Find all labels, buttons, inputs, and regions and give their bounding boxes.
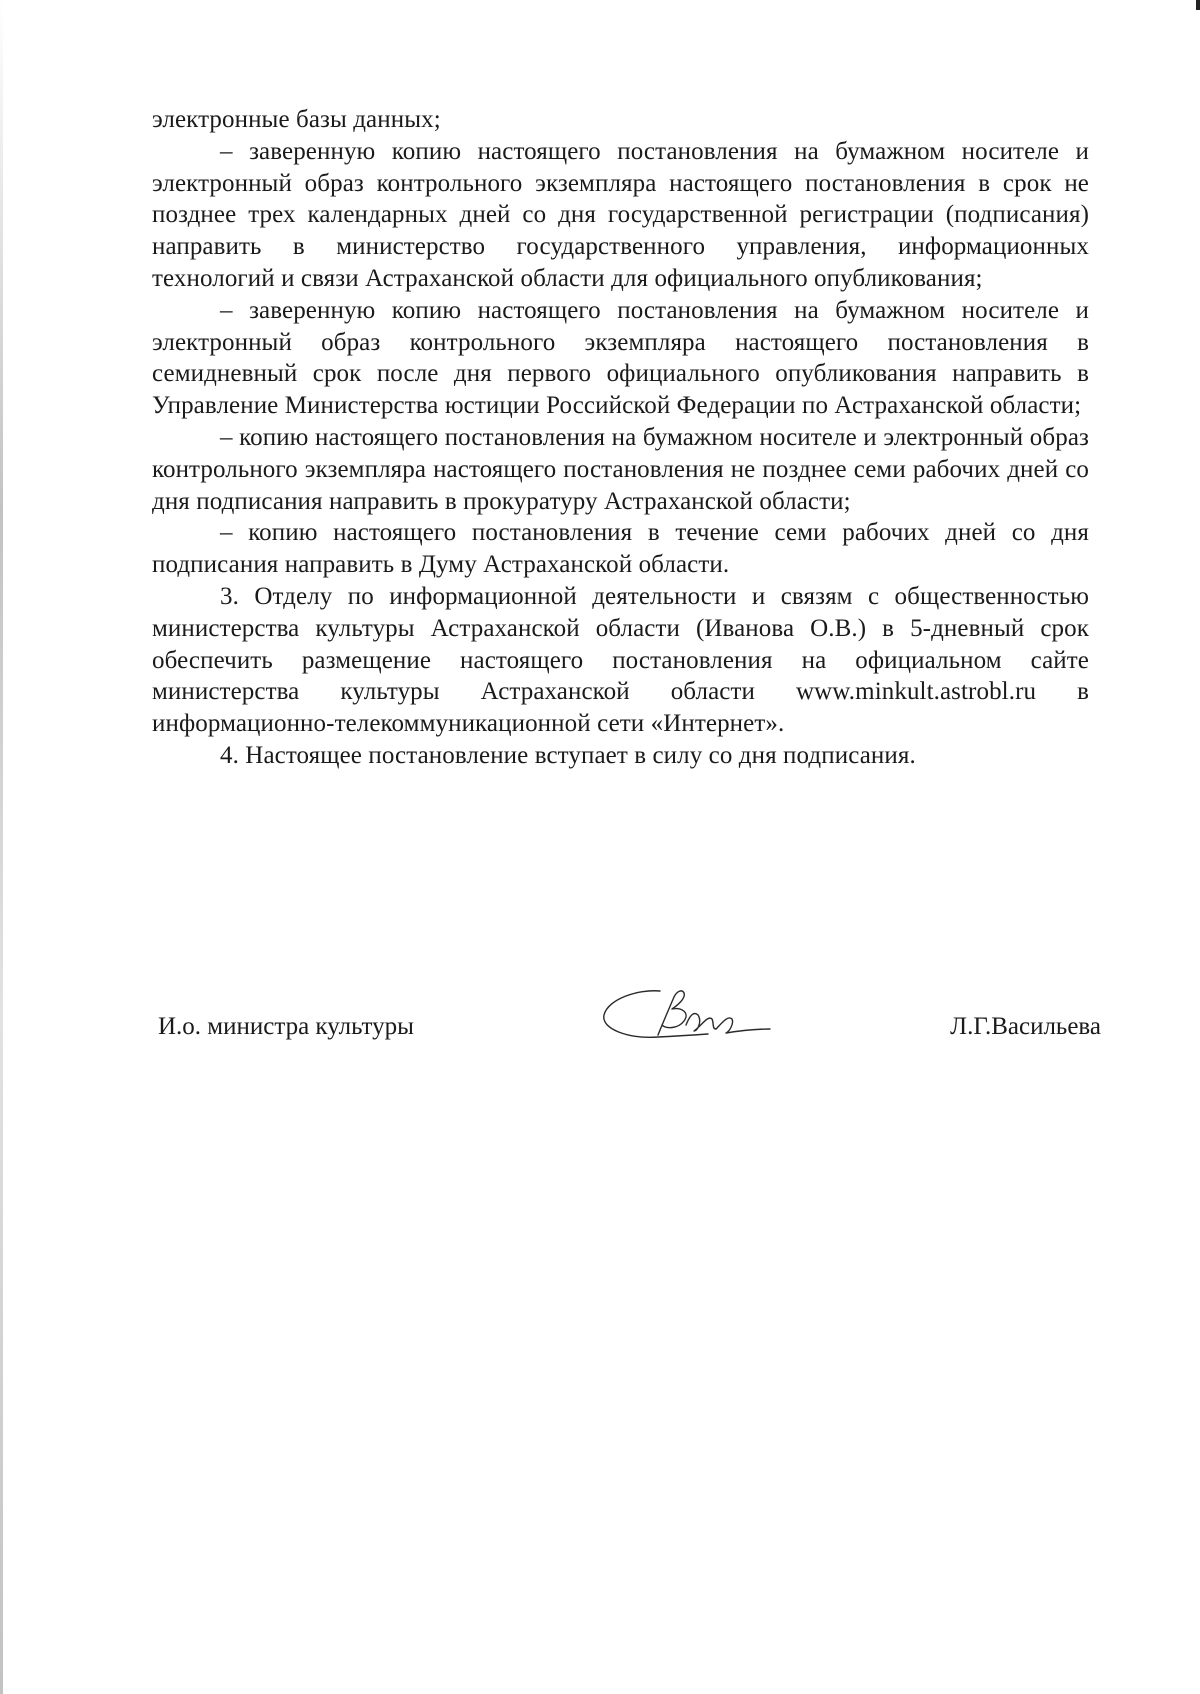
signatory-name: Л.Г.Васильева [950, 1013, 1101, 1040]
scan-corner-mark [1196, 0, 1200, 10]
paragraph-1: – заверенную копию настоящего постановления на бумажном носителе и электронный образ контрольного экземпляра настоящего постановления в срок не позднее трех календарных дней со дня государственной регистрации (подписания) направить в министерство государственного управления, информационных технологий и связи Астраханской области для официального опубликования; [152, 137, 1089, 292]
paragraph-0: электронные базы данных; [152, 106, 441, 133]
signature-block [0, 985, 1200, 1065]
paragraph-3: – копию настоящего постановления на бумажном носителе и электронный образ контрольного экземпляра настоящего постановления не позднее семи рабочих дней со дня подписания направить в прокуратуру Астраханской области; [152, 423, 1089, 515]
paragraph-2: – заверенную копию настоящего постановления на бумажном носителе и электронный образ контрольного экземпляра настоящего постановления в семидневный срок после дня первого официального опубликования направить в Управление Министерства юстиции Российской Федерации по Астраханской области; [152, 296, 1089, 420]
document-body [152, 104, 1089, 772]
paragraph-4: – копию настоящего постановления в течение семи рабочих дней со дня подписания направить в Думу Астраханской области. [152, 519, 1089, 579]
paragraph-5: 3. Отделу по информационной деятельности и связям с общественностью министерства культуры Астраханской области (Иванова О.В.) в 5-дневный срок обеспечить размещение настоящего постановления на официальном сайте министерства культуры Астраханской области www.minkult.astrobl.ru в информационно-телекоммуникационной сети «Интернет». [152, 582, 1089, 738]
signatory-position: И.о. министра культуры [158, 1013, 414, 1040]
paragraph-6: 4. Настоящее постановление вступает в силу со дня подписания. [220, 741, 916, 769]
scan-edge [0, 0, 3, 1694]
handwritten-signature [598, 985, 773, 1051]
